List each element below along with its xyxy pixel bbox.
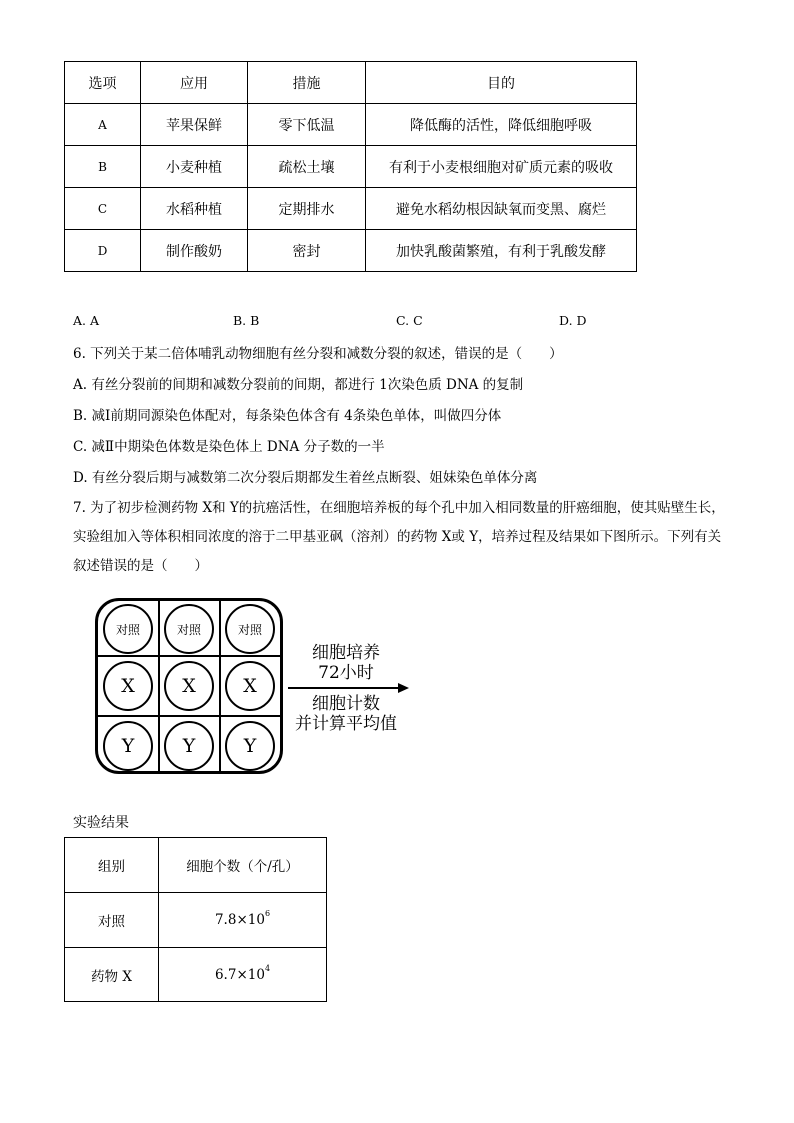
q7-stem: 7. 为了初步检测药物 X和 Y的抗癌活性，在细胞培养板的每个孔中加入相同数量的肝癌细胞，使其贴壁生长，实验组加入等体积相同浓度的溶于二甲基亚砜（溶剂）的药物 X或 Y，培养过程及结果如下图所示。下列有关叙述错误的是（ ）	[73, 500, 725, 574]
header-cell: 目的	[366, 62, 637, 104]
arrow-label-line: 细胞计数	[312, 694, 380, 714]
control-well	[225, 604, 275, 654]
control-well	[103, 604, 153, 654]
plate-divider	[158, 601, 160, 771]
arrow-label-top	[286, 643, 406, 683]
option-c: C. C	[396, 313, 423, 328]
table-cell: 定期排水	[248, 188, 366, 230]
drug-x-well	[225, 661, 275, 711]
table-header-row	[65, 62, 637, 104]
drug-y-well	[225, 721, 275, 771]
table-row	[65, 188, 637, 230]
table-cell: 避免水稻幼根因缺氧而变黑、腐烂	[366, 188, 637, 230]
plate-divider	[219, 601, 221, 771]
table-cell: 药物 X	[65, 948, 159, 1002]
q6-option-a: A. 有丝分裂前的间期和减数分裂前的间期，都进行 1次染色质 DNA 的复制	[73, 377, 524, 393]
table-cell: 加快乳酸菌繁殖，有利于乳酸发酵	[366, 230, 637, 272]
measures-table	[64, 61, 637, 272]
table-cell: 密封	[248, 230, 366, 272]
exponent: 6	[264, 909, 271, 918]
arrow-label-line: 细胞培养	[312, 643, 380, 663]
table-cell: 苹果保鲜	[141, 104, 248, 146]
table-cell: 零下低温	[248, 104, 366, 146]
q6-stem: 6. 下列关于某二倍体哺乳动物细胞有丝分裂和减数分裂的叙述，错误的是（ ）	[73, 346, 563, 362]
table-cell: 降低酶的活性，降低细胞呼吸	[366, 104, 637, 146]
header-cell: 组别	[65, 838, 159, 893]
arrow-label-line: 72小时	[318, 663, 374, 683]
table-cell: 对照	[65, 893, 159, 948]
well-label: X	[182, 675, 196, 697]
table-cell: 制作酸奶	[141, 230, 248, 272]
table-cell	[159, 893, 327, 948]
drug-y-well	[103, 721, 153, 771]
cell-count: 6.7×10	[214, 966, 265, 983]
well-label: X	[121, 675, 135, 697]
plate-divider	[98, 655, 280, 657]
cell-count: 7.8×10	[214, 912, 265, 928]
header-cell: 应用	[141, 62, 248, 104]
results-caption: 实验结果	[73, 815, 129, 831]
table-row	[65, 948, 327, 1002]
drug-x-well	[103, 661, 153, 711]
table-cell: 小麦种植	[141, 146, 248, 188]
q6-option-d: D. 有丝分裂后期与减数第二次分裂后期都发生着丝点断裂、姐妹染色单体分离	[73, 470, 538, 486]
table-cell	[159, 948, 327, 1002]
q6-option-b: B. 减Ⅰ前期同源染色体配对，每条染色体含有 4条染色单体，叫做四分体	[73, 408, 502, 424]
well-label: Y	[243, 735, 257, 757]
table-cell: D	[65, 230, 141, 272]
well-label: 对照	[237, 622, 262, 637]
header-cell: 选项	[65, 62, 141, 104]
option-b: B. B	[233, 313, 260, 328]
well-label: 对照	[176, 622, 201, 637]
table-row	[65, 230, 637, 272]
table-row	[65, 893, 327, 948]
table-row	[65, 146, 637, 188]
option-a: A. A	[73, 313, 100, 328]
drug-x-well	[164, 661, 214, 711]
table-cell: B	[65, 146, 141, 188]
arrow-label-line: 并计算平均值	[295, 714, 397, 734]
q6-option-c: C. 减Ⅱ中期染色体数是染色体上 DNA 分子数的一半	[73, 439, 385, 455]
drug-y-well	[164, 721, 214, 771]
exponent: 4	[264, 963, 271, 973]
header-cell: 细胞个数（个/孔）	[159, 838, 327, 893]
arrow-label-bottom	[286, 694, 406, 734]
results-table	[64, 837, 327, 1002]
control-well	[164, 604, 214, 654]
table-header-row	[65, 838, 327, 893]
culture-plate	[95, 598, 283, 774]
table-cell: A	[65, 104, 141, 146]
header-cell: 措施	[248, 62, 366, 104]
well-label: Y	[121, 735, 135, 757]
plate-divider	[98, 715, 280, 717]
table-cell: C	[65, 188, 141, 230]
well-label: Y	[182, 735, 196, 757]
table-cell: 有利于小麦根细胞对矿质元素的吸收	[366, 146, 637, 188]
well-label: X	[243, 675, 257, 697]
table-row	[65, 104, 637, 146]
well-label: 对照	[115, 622, 140, 637]
option-d: D. D	[559, 313, 587, 328]
table-cell: 疏松土壤	[248, 146, 366, 188]
table-cell: 水稻种植	[141, 188, 248, 230]
